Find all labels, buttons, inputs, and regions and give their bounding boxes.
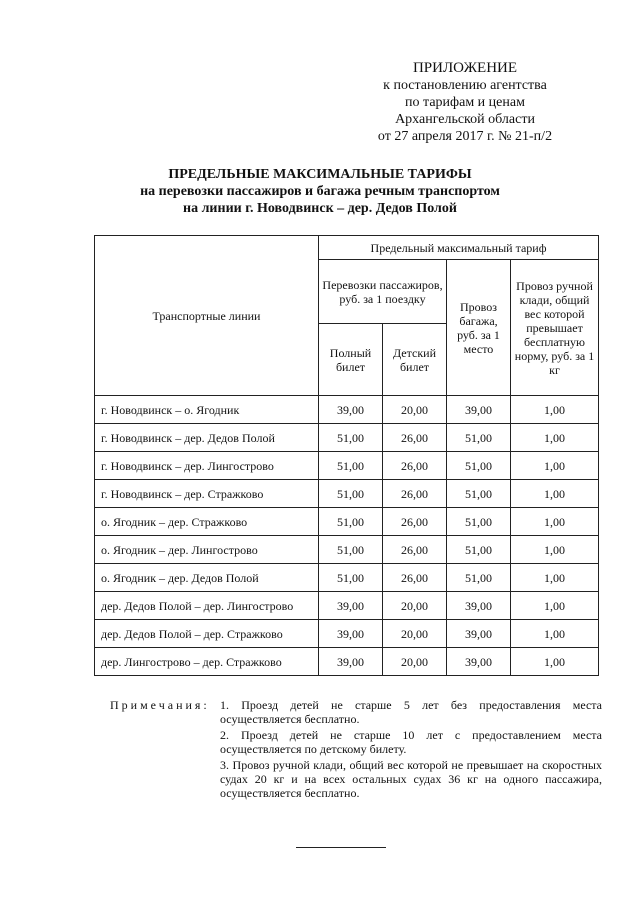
header-baggage: Провоз багажа, руб. за 1 место (447, 260, 511, 396)
table-row (95, 536, 599, 564)
table-row (95, 480, 599, 508)
cell-full: 39,00 (319, 620, 383, 648)
table-row (95, 452, 599, 480)
cell-full: 39,00 (319, 396, 383, 424)
cell-child: 26,00 (383, 564, 447, 592)
cell-baggage: 51,00 (447, 424, 511, 452)
cell-baggage: 51,00 (447, 508, 511, 536)
title-line-1: ПРЕДЕЛЬНЫЕ МАКСИМАЛЬНЫЕ ТАРИФЫ (168, 167, 472, 182)
cell-baggage: 51,00 (447, 536, 511, 564)
cell-full: 39,00 (319, 592, 383, 620)
cell-full: 51,00 (319, 536, 383, 564)
table-row (95, 648, 599, 676)
appendix-line: Архангельской области (395, 112, 535, 127)
cell-child: 26,00 (383, 508, 447, 536)
cell-hand: 1,00 (511, 564, 599, 592)
notes-label: Примечания: (110, 698, 210, 712)
title-line-2: на перевозки пассажиров и багажа речным транспортом (140, 184, 500, 199)
header-child-ticket: Детский билет (383, 324, 447, 396)
cell-child: 26,00 (383, 424, 447, 452)
cell-hand: 1,00 (511, 536, 599, 564)
cell-baggage: 39,00 (447, 396, 511, 424)
table-row (95, 508, 599, 536)
appendix-line: к постановлению агентства (383, 78, 547, 93)
appendix-line: от 27 апреля 2017 г. № 21-п/2 (377, 129, 553, 144)
cell-route: г. Новодвинск – дер. Лингострово (95, 452, 319, 480)
header-hand-luggage: Провоз ручной клади, общий вес которой превышает бесплатную норму, руб. за 1 кг (511, 260, 599, 396)
tariff-table (94, 235, 599, 676)
cell-route: дер. Дедов Полой – дер. Стражково (95, 620, 319, 648)
cell-hand: 1,00 (511, 480, 599, 508)
cell-full: 51,00 (319, 564, 383, 592)
header-passengers: Перевозки пассажиров, руб. за 1 поездку (319, 260, 447, 324)
cell-child: 26,00 (383, 480, 447, 508)
cell-child: 20,00 (383, 396, 447, 424)
note-item: 2. Проезд детей не старше 10 лет с предоставлением места осуществляется по детскому билету. (220, 728, 602, 756)
cell-route: о. Ягодник – дер. Дедов Полой (95, 564, 319, 592)
cell-child: 20,00 (383, 648, 447, 676)
cell-route: г. Новодвинск – дер. Дедов Полой (95, 424, 319, 452)
cell-hand: 1,00 (511, 648, 599, 676)
note-item: 1. Проезд детей не старше 5 лет без предоставления места осуществляется бесплатно. (220, 698, 602, 726)
cell-route: г. Новодвинск – дер. Стражково (95, 480, 319, 508)
cell-hand: 1,00 (511, 620, 599, 648)
document-title (60, 166, 580, 217)
cell-route: дер. Дедов Полой – дер. Лингострово (95, 592, 319, 620)
table-row (95, 592, 599, 620)
cell-full: 39,00 (319, 648, 383, 676)
notes-list (220, 698, 602, 802)
notes-block (110, 698, 602, 802)
table-row (95, 396, 599, 424)
cell-full: 51,00 (319, 452, 383, 480)
end-divider (296, 847, 386, 848)
cell-baggage: 39,00 (447, 592, 511, 620)
cell-full: 51,00 (319, 480, 383, 508)
cell-route: г. Новодвинск – о. Ягодник (95, 396, 319, 424)
table-row (95, 620, 599, 648)
cell-baggage: 51,00 (447, 480, 511, 508)
note-item: 3. Провоз ручной клади, общий вес которой не превышает на скоростных судах 20 кг и на всех остальных судах 36 кг на одного пассажира, осуществляется бесплатно. (220, 758, 602, 800)
cell-child: 26,00 (383, 452, 447, 480)
table-row (95, 424, 599, 452)
cell-baggage: 51,00 (447, 452, 511, 480)
appendix-line: по тарифам и ценам (405, 95, 525, 110)
cell-route: о. Ягодник – дер. Лингострово (95, 536, 319, 564)
cell-hand: 1,00 (511, 396, 599, 424)
cell-route: дер. Лингострово – дер. Стражково (95, 648, 319, 676)
header-routes: Транспортные линии (95, 236, 319, 396)
cell-hand: 1,00 (511, 508, 599, 536)
cell-route: о. Ягодник – дер. Стражково (95, 508, 319, 536)
cell-baggage: 51,00 (447, 564, 511, 592)
cell-child: 26,00 (383, 536, 447, 564)
table-row (95, 564, 599, 592)
appendix-heading: ПРИЛОЖЕНИЕ (412, 60, 518, 76)
cell-baggage: 39,00 (447, 620, 511, 648)
header-full-ticket: Полный билет (319, 324, 383, 396)
cell-hand: 1,00 (511, 592, 599, 620)
cell-child: 20,00 (383, 592, 447, 620)
cell-baggage: 39,00 (447, 648, 511, 676)
cell-hand: 1,00 (511, 452, 599, 480)
title-line-3: на линии г. Новодвинск – дер. Дедов Полой (183, 201, 457, 216)
cell-full: 51,00 (319, 508, 383, 536)
cell-hand: 1,00 (511, 424, 599, 452)
cell-full: 51,00 (319, 424, 383, 452)
header-max-tariff: Предельный максимальный тариф (319, 236, 599, 260)
appendix-block (355, 60, 575, 145)
cell-child: 20,00 (383, 620, 447, 648)
